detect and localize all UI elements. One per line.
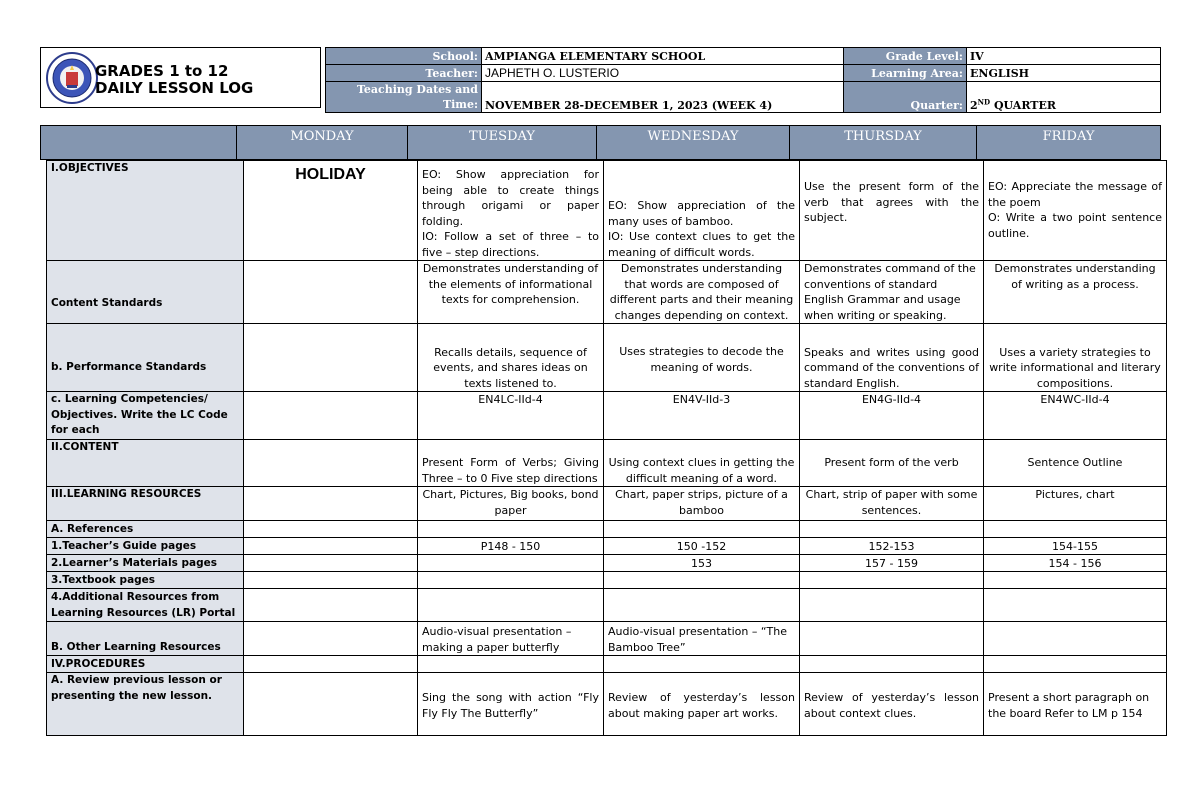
grade-label: Grade Level:: [844, 48, 967, 65]
table-row: [47, 538, 1167, 555]
quarter-number: 2: [970, 99, 978, 112]
day-header-table: [40, 125, 1161, 160]
thursday-cell: [800, 589, 984, 622]
friday-cell: [984, 521, 1167, 538]
wednesday-cell: Chart, paper strips, picture of a bamboo: [604, 487, 800, 521]
monday-cell: [244, 392, 418, 440]
wednesday-cell: Review of yesterday’s lesson about making paper art works.: [604, 673, 800, 736]
row-label: III.LEARNING RESOURCES: [47, 487, 244, 521]
friday-cell: EN4WC-IId-4: [984, 392, 1167, 440]
table-row: [47, 656, 1167, 673]
monday-cell: [244, 622, 418, 656]
table-row: [47, 161, 1167, 261]
monday-cell: [244, 487, 418, 521]
monday-cell: [244, 161, 418, 261]
wednesday-cell: [604, 656, 800, 673]
deped-seal-icon: [46, 52, 98, 104]
wednesday-cell: EN4V-IId-3: [604, 392, 800, 440]
wednesday-cell: [604, 589, 800, 622]
table-row: [47, 392, 1167, 440]
table-row: [47, 572, 1167, 589]
friday-cell: EO: Appreciate the message of the poem O: Write a two point sentence outline.: [984, 161, 1167, 261]
thursday-cell: Chart, strip of paper with some sentences.: [800, 487, 984, 521]
tuesday-cell: [418, 572, 604, 589]
tuesday-cell: P148 - 150: [418, 538, 604, 555]
holiday-label: HOLIDAY: [295, 166, 366, 183]
dates-label: [326, 82, 482, 113]
wednesday-cell: 153: [604, 555, 800, 572]
row-label: 3.Textbook pages: [47, 572, 244, 589]
friday-cell: Pictures, chart: [984, 487, 1167, 521]
monday-cell: [244, 440, 418, 487]
table-row: [47, 521, 1167, 538]
day-header-friday: FRIDAY: [977, 126, 1161, 160]
friday-cell: 154 - 156: [984, 555, 1167, 572]
friday-cell: [984, 589, 1167, 622]
row-label: 1.Teacher’s Guide pages: [47, 538, 244, 555]
monday-cell: [244, 261, 418, 324]
thursday-cell: [800, 622, 984, 656]
dates-label-line1: Teaching Dates and: [356, 83, 478, 96]
school-value: AMPIANGA ELEMENTARY SCHOOL: [482, 48, 844, 65]
day-header-tuesday: TUESDAY: [408, 126, 597, 160]
table-row: [47, 555, 1167, 572]
area-value: ENGLISH: [967, 65, 1161, 82]
tuesday-cell: [418, 589, 604, 622]
day-header-thursday: THURSDAY: [790, 126, 977, 160]
table-row: [47, 622, 1167, 656]
monday-cell: [244, 673, 418, 736]
table-row: [47, 324, 1167, 392]
thursday-cell: [800, 572, 984, 589]
thursday-cell: EN4G-IId-4: [800, 392, 984, 440]
quarter-label: Quarter:: [844, 82, 967, 113]
wednesday-cell: Uses strategies to decode the meaning of words.: [604, 324, 800, 392]
row-label: IV.PROCEDURES: [47, 656, 244, 673]
row-label: c. Learning Competencies/ Objectives. Write the LC Code for each: [47, 392, 244, 440]
tuesday-cell: EN4LC-IId-4: [418, 392, 604, 440]
tuesday-cell: [418, 521, 604, 538]
tuesday-cell: Present Form of Verbs; Giving Three – to 0 Five step directions: [418, 440, 604, 487]
friday-cell: [984, 622, 1167, 656]
day-header-wednesday: WEDNESDAY: [597, 126, 790, 160]
tuesday-cell: Chart, Pictures, Big books, bond paper: [418, 487, 604, 521]
friday-cell: Sentence Outline: [984, 440, 1167, 487]
friday-cell: 154-155: [984, 538, 1167, 555]
area-label: Learning Area:: [844, 65, 967, 82]
thursday-cell: 157 - 159: [800, 555, 984, 572]
monday-cell: [244, 521, 418, 538]
table-row: [47, 589, 1167, 622]
thursday-cell: Review of yesterday’s lesson about context clues.: [800, 673, 984, 736]
row-label: A. Review previous lesson or presenting the new lesson.: [47, 673, 244, 736]
friday-cell: [984, 656, 1167, 673]
quarter-value: [967, 82, 1161, 113]
day-header-blank: [41, 126, 237, 160]
monday-cell: [244, 538, 418, 555]
row-label: b. Performance Standards: [47, 324, 244, 392]
row-label: I.OBJECTIVES: [47, 161, 244, 261]
quarter-word: QUARTER: [990, 99, 1056, 112]
form-title: [95, 63, 253, 97]
table-row: [47, 487, 1167, 521]
form-title-box: [40, 47, 321, 108]
wednesday-cell: Demonstrates understanding that words are composed of different parts and their meaning changes depending on context.: [604, 261, 800, 324]
thursday-cell: [800, 521, 984, 538]
friday-cell: [984, 572, 1167, 589]
form-title-line1: GRADES 1 to 12: [95, 62, 229, 80]
quarter-suffix: ND: [977, 97, 991, 107]
monday-cell: [244, 589, 418, 622]
lesson-plan-table: [46, 160, 1167, 736]
thursday-cell: Present form of the verb: [800, 440, 984, 487]
tuesday-cell: EO: Show appreciation for being able to create things through origami or paper folding. IO: Follow a set of three – to five – step directions.: [418, 161, 604, 261]
row-label: B. Other Learning Resources: [47, 622, 244, 656]
thursday-cell: Speaks and writes using good command of the conventions of standard English.: [800, 324, 984, 392]
friday-cell: Uses a variety strategies to write informational and literary compositions.: [984, 324, 1167, 392]
wednesday-cell: Using context clues in getting the difficult meaning of a word.: [604, 440, 800, 487]
thursday-cell: [800, 656, 984, 673]
tuesday-cell: Audio-visual presentation – making a paper butterfly: [418, 622, 604, 656]
thursday-cell: Use the present form of the verb that agrees with the subject.: [800, 161, 984, 261]
tuesday-cell: Demonstrates understanding of the elements of informational texts for comprehension.: [418, 261, 604, 324]
wednesday-cell: EO: Show appreciation of the many uses of bamboo. IO: Use context clues to get the meaning of difficult words.: [604, 161, 800, 261]
school-label: School:: [326, 48, 482, 65]
friday-cell: Present a short paragraph on the board Refer to LM p 154: [984, 673, 1167, 736]
row-label: 2.Learner’s Materials pages: [47, 555, 244, 572]
wednesday-cell: Audio-visual presentation – “The Bamboo Tree”: [604, 622, 800, 656]
tuesday-cell: [418, 555, 604, 572]
wednesday-cell: 150 -152: [604, 538, 800, 555]
form-title-line2: DAILY LESSON LOG: [95, 79, 254, 97]
table-row: [47, 673, 1167, 736]
friday-cell: Demonstrates understanding of writing as a process.: [984, 261, 1167, 324]
tuesday-cell: Sing the song with action “Fly Fly Fly The Butterfly”: [418, 673, 604, 736]
wednesday-cell: [604, 572, 800, 589]
table-row: [47, 261, 1167, 324]
dates-label-line2: Time:: [442, 98, 478, 111]
row-label: 4.Additional Resources from Learning Resources (LR) Portal: [47, 589, 244, 622]
row-label: Content Standards: [47, 261, 244, 324]
row-label: II.CONTENT: [47, 440, 244, 487]
row-label: A. References: [47, 521, 244, 538]
monday-cell: [244, 572, 418, 589]
grade-value: IV: [967, 48, 1161, 65]
thursday-cell: Demonstrates command of the conventions of standard English Grammar and usage when writing or speaking.: [800, 261, 984, 324]
table-row: [47, 440, 1167, 487]
teacher-value: JAPHETH O. LUSTERIO: [482, 65, 844, 82]
lesson-info-table: [325, 47, 1161, 113]
monday-cell: [244, 656, 418, 673]
day-header-monday: MONDAY: [237, 126, 408, 160]
thursday-cell: 152-153: [800, 538, 984, 555]
wednesday-cell: [604, 521, 800, 538]
dates-value: NOVEMBER 28-DECEMBER 1, 2023 (WEEK 4): [482, 82, 844, 113]
monday-cell: [244, 324, 418, 392]
tuesday-cell: Recalls details, sequence of events, and shares ideas on texts listened to.: [418, 324, 604, 392]
teacher-label: Teacher:: [326, 65, 482, 82]
monday-cell: [244, 555, 418, 572]
tuesday-cell: [418, 656, 604, 673]
